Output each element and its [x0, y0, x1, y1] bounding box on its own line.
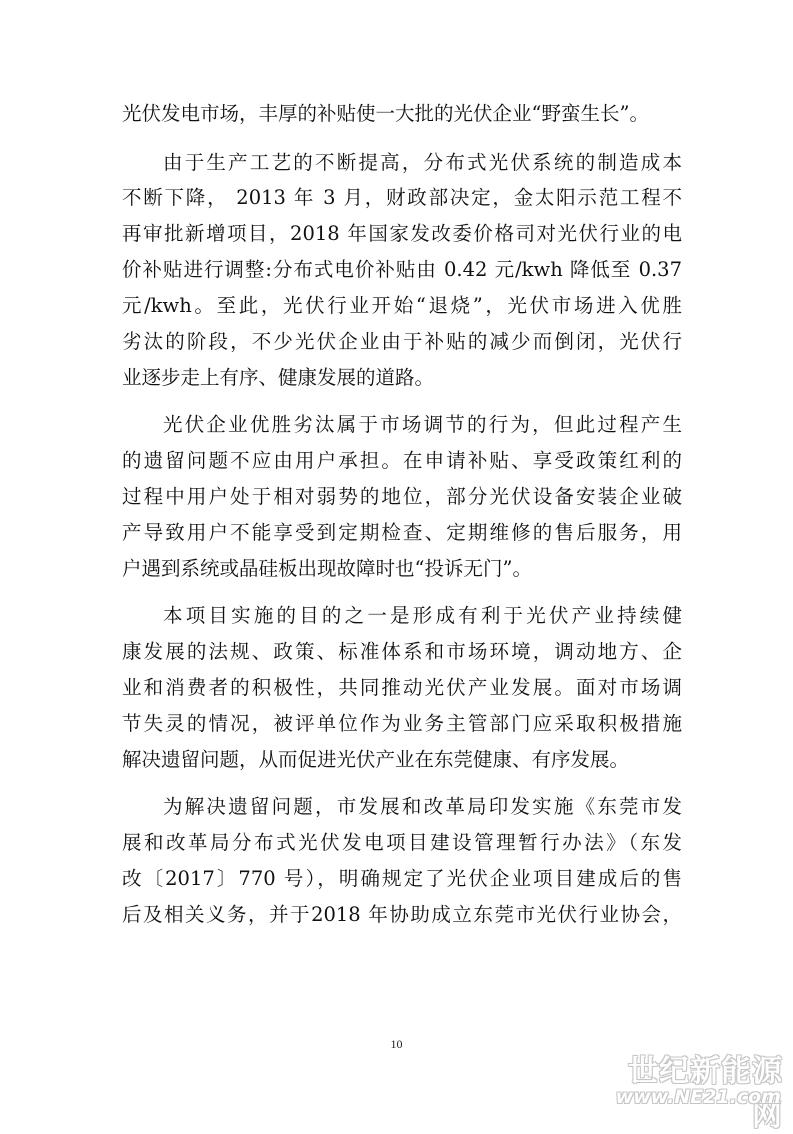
- watermark-text: 世纪新能源网: [628, 1054, 783, 1133]
- text-line: 价补贴进行调整:分布式电价补贴由 0.42 元/kwh 降低至 0.37: [122, 258, 682, 281]
- text-line: 后及相关义务，并于2018 年协助成立东莞市光伏行业协会，: [122, 903, 682, 926]
- text-line: 产导致用户不能享受到定期检查、定期维修的售后服务，用: [122, 521, 682, 544]
- text-line: 光伏企业优胜劣汰属于市场调节的行为，但此过程产生: [163, 413, 682, 436]
- text-line: 业逐步走上有序、健康发展的道路。: [122, 366, 435, 389]
- text-line: 康发展的法规、政策、标准体系和市场环境，调动地方、企: [122, 640, 682, 663]
- text-line: 光伏发电市场，丰厚的补贴使一大批的光伏企业“野蛮生长”。: [122, 102, 649, 125]
- text-line: 解决遗留问题，从而促进光伏产业在东莞健康、有序发展。: [122, 748, 630, 771]
- text-line: 为解决遗留问题，市发展和改革局印发实施《东莞市发: [163, 795, 682, 818]
- text-line: 业和消费者的积极性，共同推动光伏产业发展。面对市场调: [122, 676, 682, 699]
- text-line: 劣汰的阶段，不少光伏企业由于补贴的减少而倒闭，光伏行: [122, 330, 682, 353]
- text-line: 不断下降， 2013 年 3 月，财政部决定，金太阳示范工程不: [122, 186, 682, 209]
- text-line: 户遇到系统或晶硅板出现故障时也“投诉无门”。: [122, 557, 532, 580]
- page-number: 10: [390, 1037, 403, 1051]
- text-line: 节失灵的情况，被评单位作为业务主管部门应采取积极措施: [122, 712, 682, 735]
- text-line: 的遗留问题不应由用户承担。在申请补贴、享受政策红利的: [122, 449, 682, 472]
- text-line: 元/kwh。至此，光伏行业开始“退烧”，光伏市场进入优胜: [122, 294, 682, 317]
- text-line: 改〔2017〕770 号），明确规定了光伏企业项目建成后的售: [122, 867, 682, 890]
- watermark-url: www.NE21.com: [615, 1086, 781, 1108]
- text-line: 过程中用户处于相对弱势的地位，部分光伏设备安装企业破: [122, 485, 682, 508]
- text-line: 本项目实施的目的之一是形成有利于光伏产业持续健: [163, 604, 682, 627]
- text-line: 再审批新增项目，2018 年国家发改委价格司对光伏行业的电: [122, 222, 682, 245]
- text-line: 由于生产工艺的不断提高，分布式光伏系统的制造成本: [163, 151, 682, 174]
- site-watermark: [608, 1046, 783, 1133]
- text-line: 展和改革局分布式光伏发电项目建设管理暂行办法》（东发: [122, 831, 682, 854]
